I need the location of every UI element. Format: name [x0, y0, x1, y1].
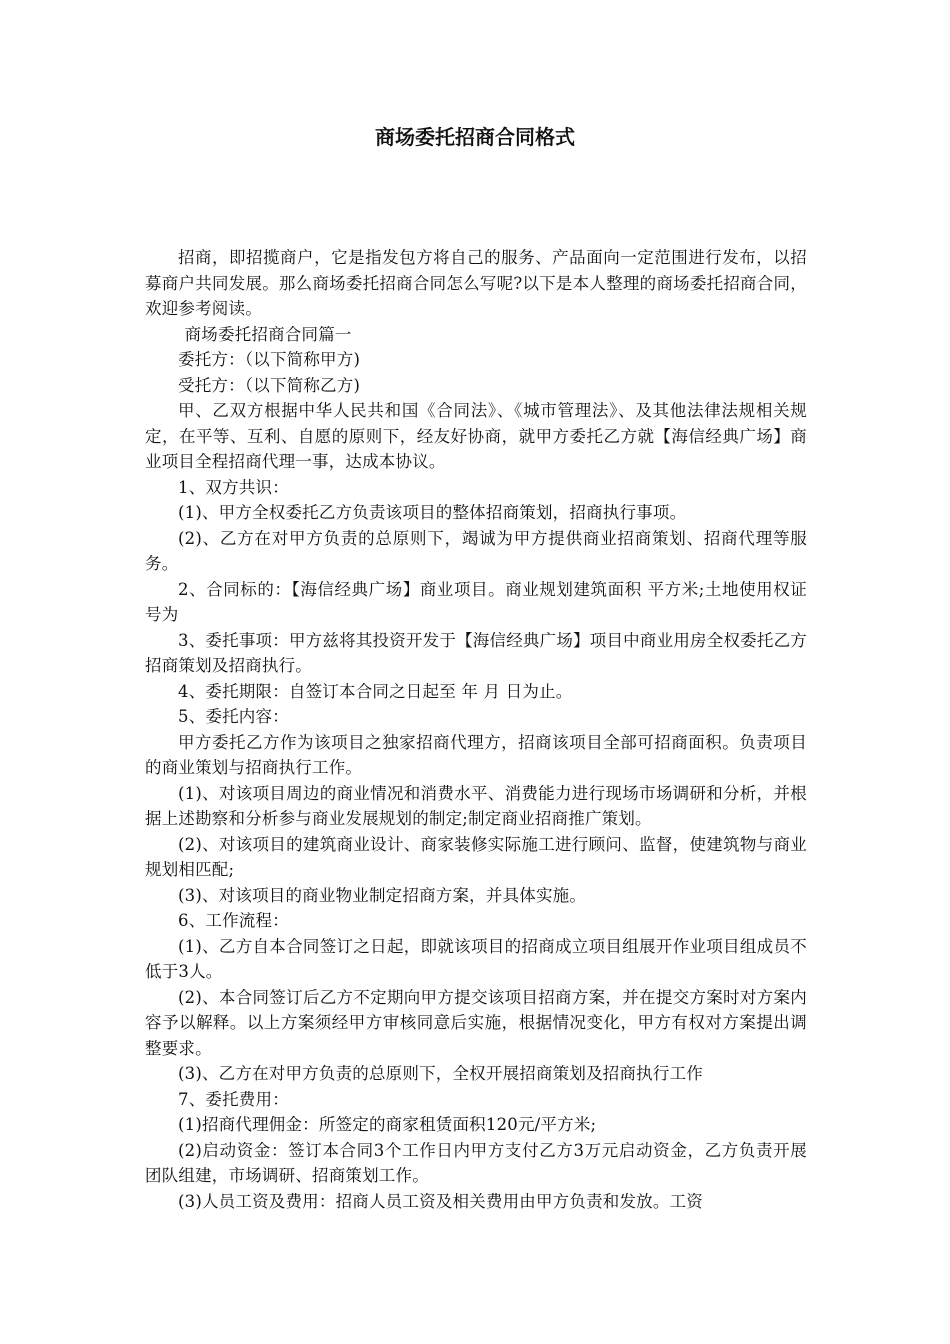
- section-heading: 6、工作流程：: [178, 911, 289, 930]
- clause-paragraph: 甲方委托乙方作为该项目之独家招商代理方，招商该项目全部可招商面积。负责项目的商业策划与招商执行工作。: [145, 732, 807, 777]
- contract-subtitle: 商场委托招商合同篇一: [184, 324, 352, 344]
- section-heading: 7、委托费用：: [178, 1089, 289, 1109]
- party-a-line: 委托方：（以下简称甲方): [178, 350, 361, 369]
- preamble-paragraph: 甲、乙双方根据中华人民共和国《合同法》、《城市管理法》、及其他法律法规相关规定，在平等、互利、自愿的原则下，经友好协商，就甲方委托乙方就【海信经典广场】商业项目全程招商代理一事，达成本协议。: [145, 401, 807, 471]
- clause-paragraph: (3)、对该项目的商业物业制定招商方案，并具体实施。: [178, 885, 587, 905]
- clause-paragraph: (3)人员工资及费用：招商人员工资及相关费用由甲方负责和发放。工资: [178, 1191, 703, 1211]
- clause-paragraph: (2)、乙方在对甲方负责的总原则下，竭诚为甲方提供商业招商策划、招商代理等服务。: [145, 528, 807, 573]
- section-heading: 5、委托内容：: [178, 707, 289, 726]
- section-paragraph: 4、委托期限：自签订本合同之日起至 年 月 日为止。: [178, 681, 573, 701]
- clause-paragraph: (1)、对该项目周边的商业情况和消费水平、消费能力进行现场市场调研和分析，并根据上述勘察和分析参与商业发展规划的制定;制定商业招商推广策划。: [145, 783, 807, 828]
- document-title: 商场委托招商合同格式: [375, 125, 575, 149]
- clause-paragraph: (1)招商代理佣金：所签定的商家租赁面积120元/平方米;: [178, 1115, 597, 1134]
- clause-paragraph: (2)启动资金：签订本合同3个工作日内甲方支付乙方3万元启动资金，乙方负责开展团队组建，市场调研、招商策划工作。: [145, 1140, 807, 1185]
- clause-paragraph: (1)、甲方全权委托乙方负责该项目的整体招商策划，招商执行事项。: [178, 503, 687, 522]
- section-paragraph: 2、合同标的：【海信经典广场】商业项目。商业规划建筑面积 平方米;土地使用权证号为: [145, 579, 807, 624]
- clause-paragraph: (1)、乙方自本合同签订之日起，即就该项目的招商成立项目组展开作业项目组成员不低于3人。: [145, 936, 807, 981]
- clause-paragraph: (3)、乙方在对甲方负责的总原则下，全权开展招商策划及招商执行工作: [178, 1064, 703, 1083]
- party-b-line: 受托方：（以下简称乙方): [178, 375, 361, 395]
- section-paragraph: 3、委托事项：甲方兹将其投资开发于【海信经典广场】项目中商业用房全权委托乙方招商策划及招商执行。: [145, 630, 807, 675]
- section-heading: 1、双方共识：: [178, 477, 289, 497]
- document-body: [145, 245, 807, 1214]
- clause-paragraph: (2)、本合同签订后乙方不定期向甲方提交该项目招商方案，并在提交方案时对方案内容予以解释。以上方案须经甲方审核同意后实施，根据情况变化，甲方有权对方案提出调整要求。: [145, 987, 807, 1058]
- clause-paragraph: (2)、对该项目的建筑商业设计、商家装修实际施工进行顾问、监督，使建筑物与商业规划相匹配;: [145, 834, 807, 879]
- intro-paragraph: 招商，即招揽商户，它是指发包方将自己的服务、产品面向一定范围进行发布，以招募商户共同发展。那么商场委托招商合同怎么写呢?以下是本人整理的商场委托招商合同，欢迎参考阅读。: [145, 248, 807, 318]
